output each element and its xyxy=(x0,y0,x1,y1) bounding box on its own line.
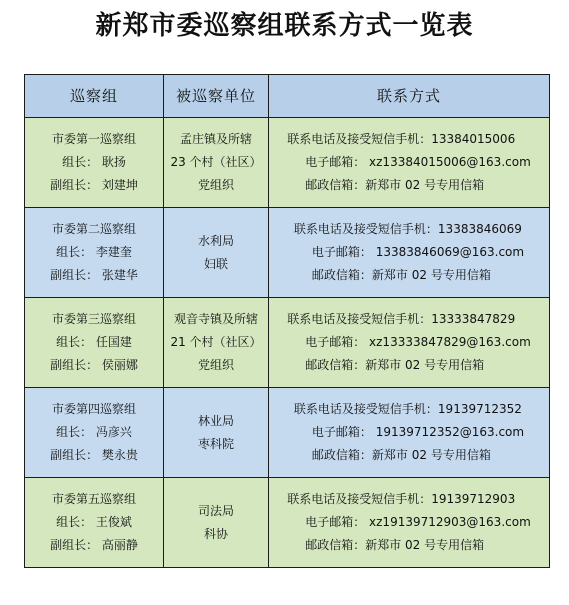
group-line: 副组长： 樊永贵 xyxy=(50,448,138,462)
contact-cell xyxy=(269,118,550,208)
group-line: 组长： 任国建 xyxy=(56,335,132,349)
contact-cell xyxy=(269,388,550,478)
unit-line: 妇联 xyxy=(203,256,228,271)
header-cell-unit: 被巡察单位 xyxy=(164,75,269,118)
unit-cell xyxy=(164,388,269,478)
contact-table xyxy=(24,74,550,568)
table-row xyxy=(25,388,550,478)
unit-cell xyxy=(164,118,269,208)
contact-lines xyxy=(287,488,531,557)
contact-line: 邮政信箱：新郑市 02 号专用信箱 xyxy=(305,538,485,552)
contact-line: 电子邮箱： 13383846069@163.com xyxy=(311,245,525,259)
table-row xyxy=(25,118,550,208)
contact-line: 电子邮箱： xz13333847829@163.com xyxy=(305,335,531,349)
group-line: 副组长： 张建华 xyxy=(50,268,138,282)
group-line: 市委第三巡察组 xyxy=(51,312,136,326)
group-line: 组长： 冯彦兴 xyxy=(56,425,132,439)
group-line: 副组长： 刘建坤 xyxy=(50,178,138,192)
unit-line: 科协 xyxy=(203,526,228,541)
group-line: 组长： 李建奎 xyxy=(56,245,132,259)
contact-line: 邮政信箱：新郑市 02 号专用信箱 xyxy=(305,358,485,372)
group-line: 组长： 王俊斌 xyxy=(56,515,132,529)
group-cell xyxy=(25,388,164,478)
unit-cell xyxy=(164,478,269,568)
contact-line: 电子邮箱： 19139712352@163.com xyxy=(311,425,525,439)
group-cell xyxy=(25,298,164,388)
contact-lines xyxy=(294,218,524,287)
group-cell xyxy=(25,478,164,568)
group-cell xyxy=(25,118,164,208)
unit-line: 孟庄镇及所辖 xyxy=(179,132,252,146)
contact-line: 邮政信箱：新郑市 02 号专用信箱 xyxy=(311,448,491,462)
unit-line: 21 个村（社区） xyxy=(170,335,262,349)
contact-line: 联系电话及接受短信手机：19139712352 xyxy=(293,402,522,416)
contact-line: 联系电话及接受短信手机：13333847829 xyxy=(287,312,516,326)
unit-line: 枣科院 xyxy=(197,436,234,451)
unit-line: 林业局 xyxy=(197,413,234,428)
contact-line: 联系电话及接受短信手机：13384015006 xyxy=(287,132,516,146)
table-body xyxy=(25,118,550,568)
unit-line: 党组织 xyxy=(197,358,234,372)
contact-lines xyxy=(287,128,531,197)
header-cell-group: 巡察组 xyxy=(25,75,164,118)
unit-line: 23 个村（社区） xyxy=(170,155,262,169)
unit-line: 党组织 xyxy=(197,178,234,192)
contact-lines xyxy=(287,308,531,377)
group-cell xyxy=(25,208,164,298)
contact-cell xyxy=(269,298,550,388)
unit-line: 司法局 xyxy=(197,503,234,518)
group-line: 市委第五巡察组 xyxy=(51,492,136,506)
page-title: 新郑市委巡察组联系方式一览表 xyxy=(95,11,474,41)
group-line: 副组长： 高丽静 xyxy=(50,538,138,552)
table-row xyxy=(25,478,550,568)
unit-cell xyxy=(164,208,269,298)
contact-line: 联系电话及接受短信手机：13383846069 xyxy=(293,222,522,236)
group-line: 市委第一巡察组 xyxy=(51,132,136,146)
unit-line: 水利局 xyxy=(197,233,234,248)
contact-line: 邮政信箱：新郑市 02 号专用信箱 xyxy=(311,268,491,282)
contact-line: 联系电话及接受短信手机：19139712903 xyxy=(287,492,516,506)
table-row xyxy=(25,298,550,388)
contact-cell xyxy=(269,208,550,298)
contact-line: 邮政信箱：新郑市 02 号专用信箱 xyxy=(305,178,485,192)
contact-line: 电子邮箱： xz13384015006@163.com xyxy=(305,155,531,169)
unit-cell xyxy=(164,298,269,388)
group-line: 市委第二巡察组 xyxy=(51,222,136,236)
table-row xyxy=(25,208,550,298)
contact-line: 电子邮箱： xz19139712903@163.com xyxy=(305,515,531,529)
header-row xyxy=(25,75,550,118)
group-line: 组长： 耿扬 xyxy=(62,155,126,169)
contact-cell xyxy=(269,478,550,568)
unit-line: 观音寺镇及所辖 xyxy=(173,312,258,326)
contact-lines xyxy=(294,398,524,467)
group-line: 副组长： 侯丽娜 xyxy=(50,358,138,372)
header-cell-contact: 联系方式 xyxy=(269,75,550,118)
group-line: 市委第四巡察组 xyxy=(51,402,136,416)
